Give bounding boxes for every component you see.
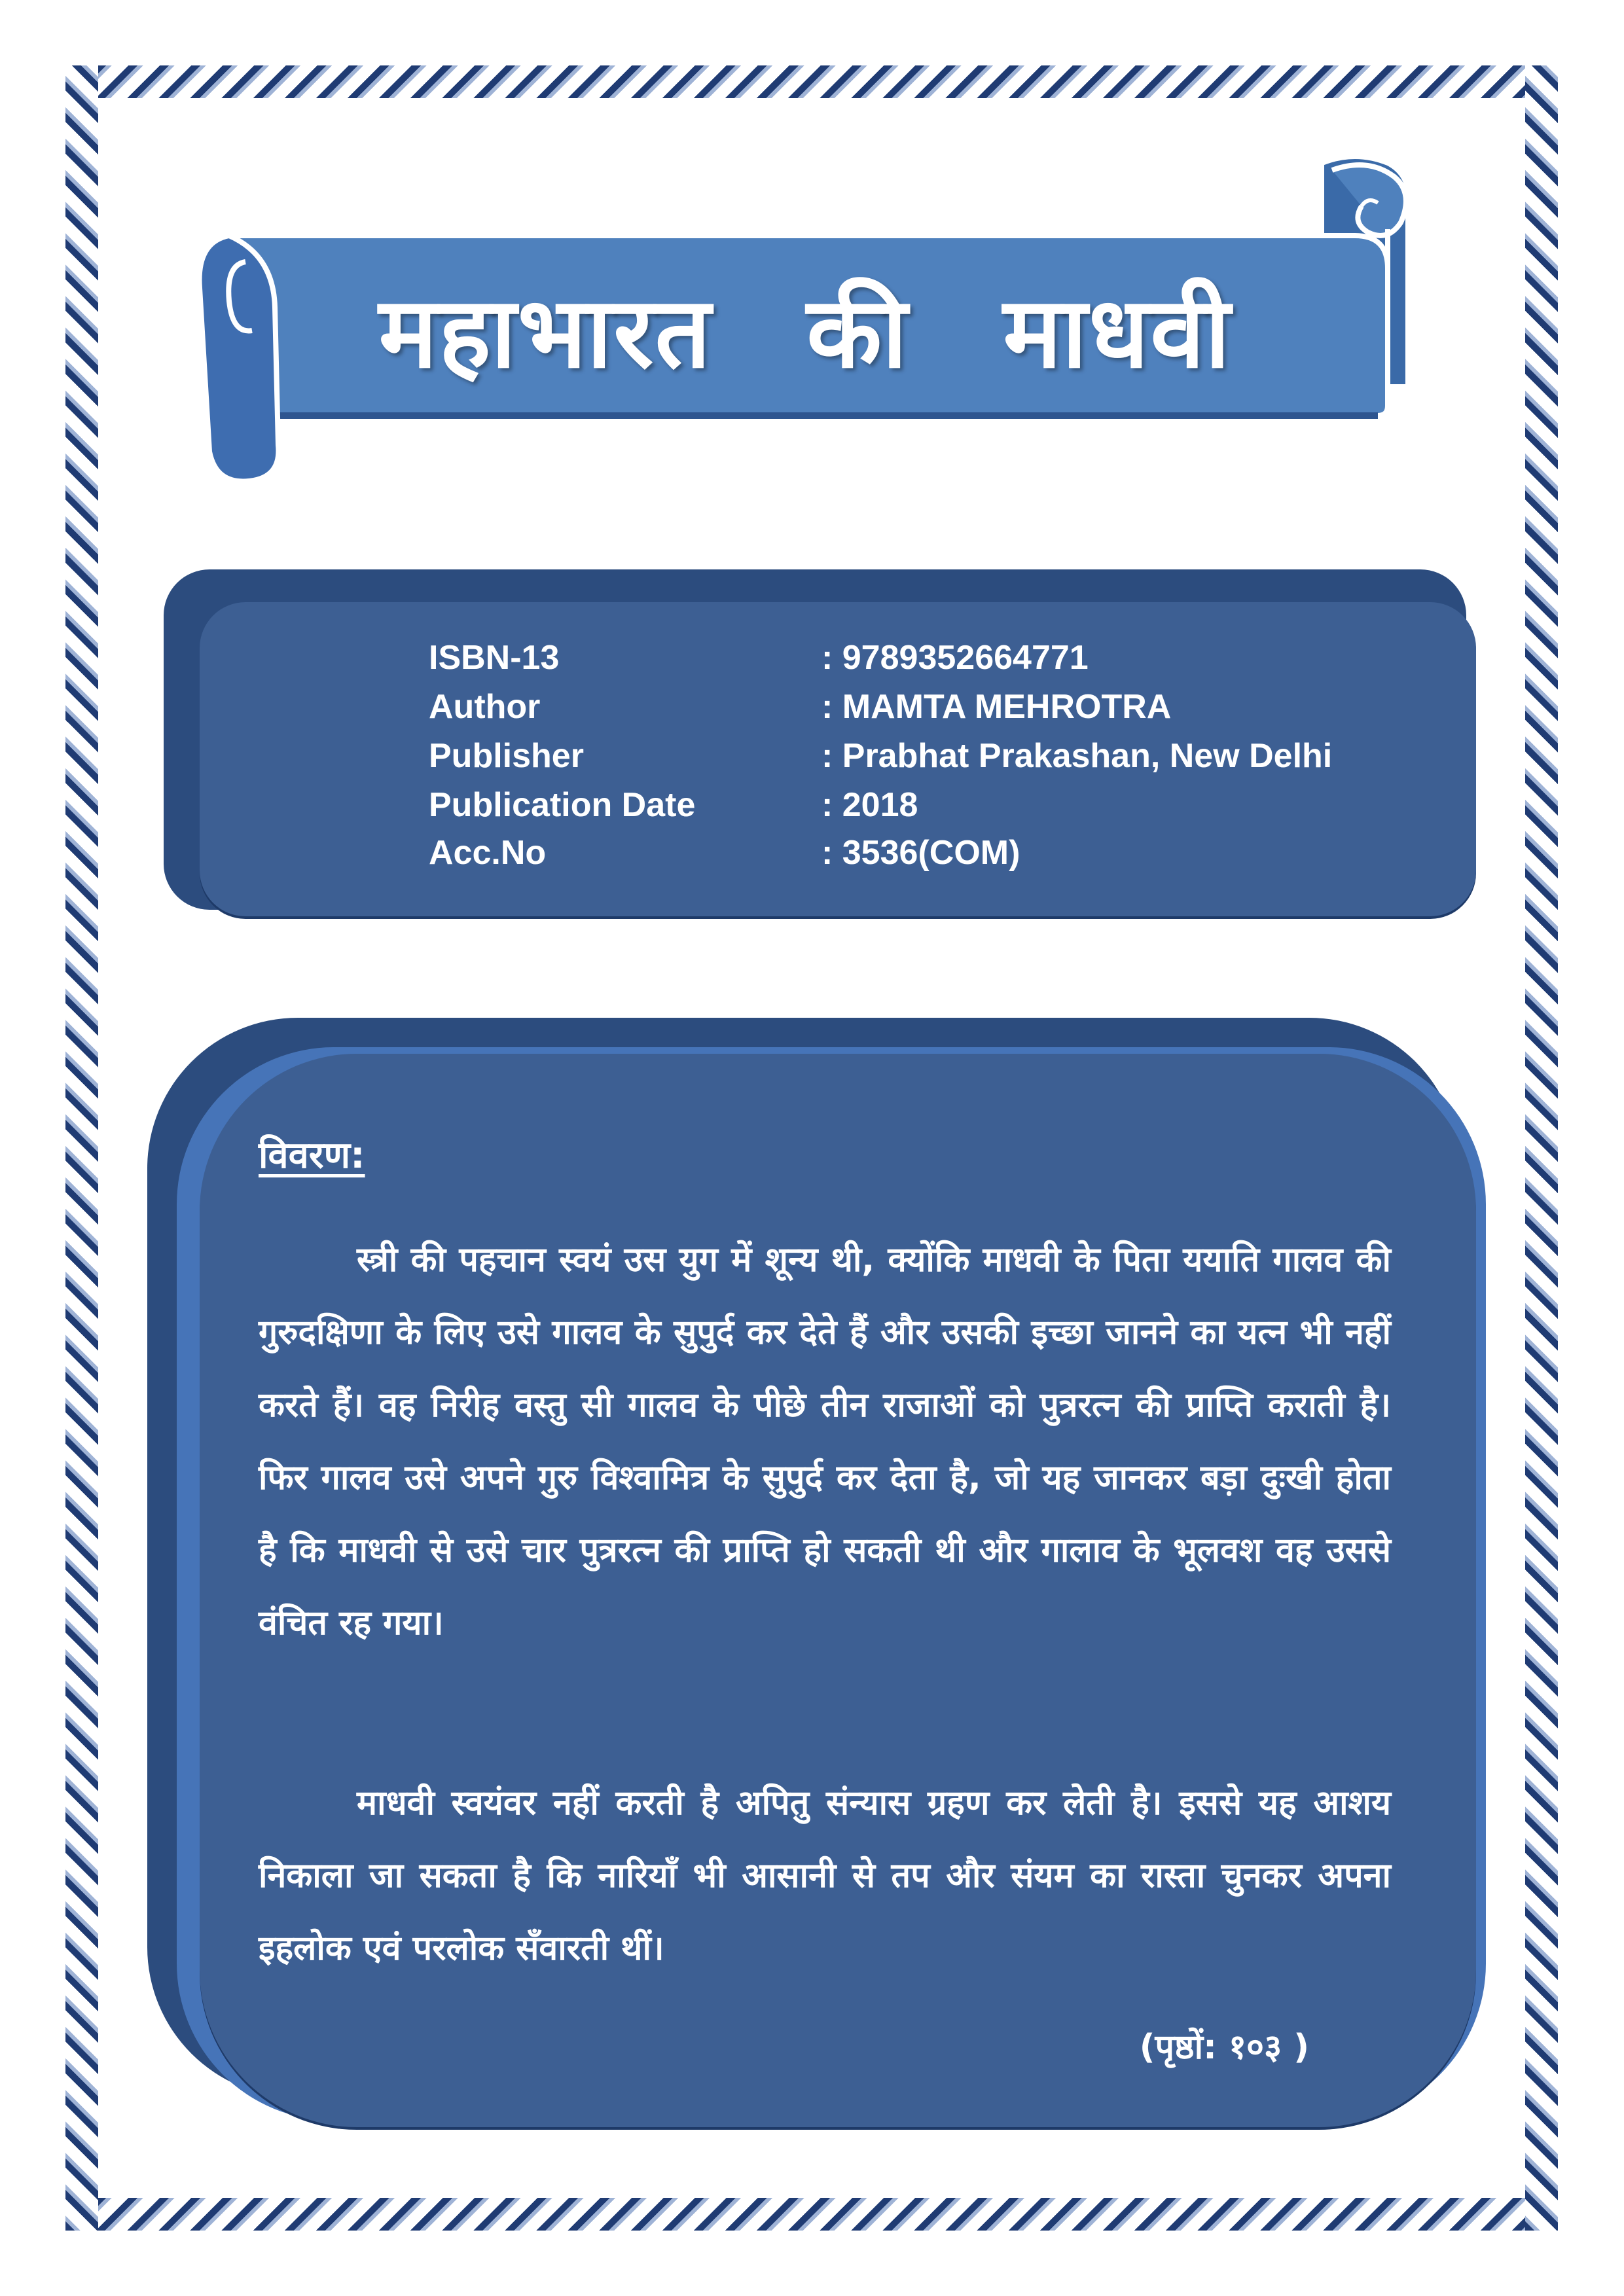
info-value: : MAMTA MEHROTRA: [821, 688, 1172, 726]
info-label: Acc.No: [429, 834, 547, 872]
decorative-border-bottom: [65, 2198, 1558, 2231]
decorative-border-top: [65, 65, 1558, 98]
decorative-border-right: [1525, 65, 1558, 2231]
description-paragraph: माधवी स्वयंवर नहीं करती है अपितु संन्यास ग्रहण कर लेती है। इससे यह आशय निकाला जा सकता है कि नारियाँ भी आसानी से तप और संयम का रास्ता चुनकर अपना इहलोक एवं परलोक सँवारती थीं।: [259, 1784, 1391, 1968]
description-paragraph: स्त्री की पहचान स्वयं उस युग में शून्य थी, क्योंकि माधवी के पिता ययाति गालव की गुरुदक्षिणा के लिए उसे गालव के सुपुर्द कर देते हैं और उसकी इच्छा जानने का यत्न भी नहीं करते हैं। वह निरीह वस्तु सी गालव के पीछे तीन राजाओं को पुत्ररत्न की प्राप्ति कराती है। फिर गालव उसे अपने गुरु विश्वामित्र के सुपुर्द कर देता है, जो यह जानकर बड़ा दुःखी होता है कि माधवी से उसे चार पुत्ररत्न की प्राप्ति हो सकती थी और गालाव के भूलवश वह उससे वंचित रह गया।: [259, 1240, 1391, 1643]
info-value: : 3536(COM): [821, 834, 1020, 872]
page-title: महाभारत की माधवी: [378, 276, 1232, 390]
info-value: : Prabhat Prakashan, New Delhi: [821, 737, 1333, 775]
info-label: Publication Date: [429, 786, 696, 824]
page-count: (पृष्ठों: १०३ ): [1139, 2028, 1309, 2067]
info-value: : 2018: [821, 786, 918, 824]
info-label: Publisher: [429, 737, 584, 775]
description-heading: विवरण:: [259, 1134, 365, 1177]
info-value: : 9789352664771: [821, 639, 1089, 677]
info-label: Author: [429, 688, 541, 726]
decorative-border-left: [65, 65, 98, 2231]
info-label: ISBN-13: [429, 639, 560, 677]
